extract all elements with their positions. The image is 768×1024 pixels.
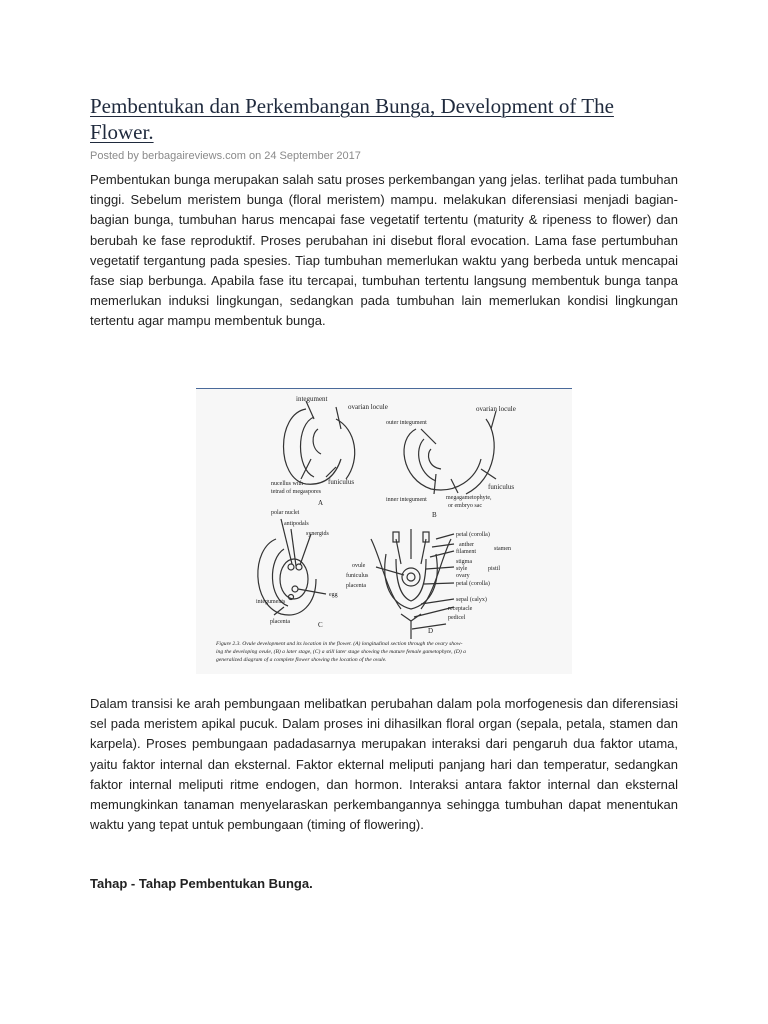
- label-nucellus: nucellus with: [271, 481, 304, 487]
- label-integument: integument: [296, 395, 328, 403]
- label-petal-corolla: petal (corolla): [456, 581, 490, 587]
- label-panel-a: A: [318, 499, 324, 507]
- label-ovarian-locule-a: ovarian locule: [348, 403, 388, 411]
- label-receptacle: receptacle: [448, 606, 473, 612]
- article-byline: Posted by berbagaireviews.com on 24 September 2017: [90, 150, 361, 162]
- label-outer-integument: outer integument: [386, 420, 427, 426]
- figure-caption-line: generalized diagram of a complete flower showing the location of the ovule.: [216, 657, 387, 663]
- article-paragraph: Pembentukan bunga merupakan salah satu proses perkembangan yang jelas. terlihat pada tumbuhan tinggi. Sebelum meristem bunga (floral meristem) mampu. melakukan diferensiasi menjadi bagian-bagian bunga, tumbuhan harus mencapai fase vegetatif tertentu (maturity & ripeness to flower) dan berubah ke fase reproduktif. Proses perubahan ini disebut floral evocation. Lama fase pertumbuhan vegetatif tergantung pada spesies. Tiap tumbuhan memerlukan waktu yang berbeda untuk mencapai fase siap berbunga. Apabila fase itu tercapai, tumbuhan tertentu langsung membentuk bunga tanpa memerlukan induksi lingkungan, sedangkan pada tumbuhan lain memerlukan kondisi lingkungan tertentu agar mampu membentuk bunga.: [90, 172, 678, 329]
- label-panel-c: C: [318, 621, 323, 629]
- label-panel-d: D: [428, 627, 434, 635]
- label-filament: filament: [456, 549, 476, 555]
- ovule-development-figure: [196, 388, 572, 674]
- article-title[interactable]: Pembentukan dan Perkembangan Bunga, Development of The Flower.: [90, 94, 614, 144]
- label-egg: egg: [329, 592, 338, 598]
- panel-a-drawing: [284, 401, 355, 484]
- label-pistil: pistil: [488, 566, 501, 572]
- label-sepal: sepal (calyx): [456, 597, 487, 603]
- label-inner-integument: inner integument: [386, 497, 427, 503]
- label-funiculus-b: funiculus: [488, 483, 515, 491]
- section-subheading: Tahap - Tahap Pembentukan Bunga.: [90, 876, 313, 891]
- label-polar-nuclei: polar nuclei: [271, 510, 300, 516]
- label-ovule: ovule: [352, 563, 366, 569]
- panel-d-drawing: [371, 529, 454, 639]
- label-nucellus-2: tetrad of megaspores: [271, 489, 321, 495]
- label-placenta-d: placenta: [346, 583, 366, 589]
- label-megagametophyte: megagametophyte,: [446, 495, 492, 501]
- figure-caption-line: ing the developing ovule, (B) a later stage, (C) a still later stage showing the mature female gametophyte, (D) a: [216, 649, 466, 655]
- label-panel-b: B: [432, 511, 437, 519]
- label-petal-corolla-top: petal (corolla): [456, 532, 490, 538]
- label-antipodals: antipodals: [284, 521, 309, 527]
- label-ovarian-locule-b: ovarian locule: [476, 405, 516, 413]
- label-synergids: synergids: [306, 531, 329, 537]
- label-stigma: stigma: [456, 559, 472, 565]
- label-style: style: [456, 566, 468, 572]
- label-funiculus-d: funiculus: [346, 573, 369, 579]
- label-stamen: stamen: [494, 546, 511, 552]
- label-placenta-c: placenta: [270, 619, 290, 625]
- label-pedicel: pedicel: [448, 615, 466, 621]
- label-integuments: integuments: [256, 599, 286, 605]
- label-embryo-sac: or embryo sac: [448, 503, 482, 509]
- label-ovary: ovary: [456, 573, 470, 579]
- label-anther: anther: [459, 542, 474, 548]
- figure-caption-line: Figure 2.3. Ovule development and its location in the flower. (A) longitudinal section through the ovary show-: [216, 641, 463, 647]
- article-paragraph: Dalam transisi ke arah pembungaan melibatkan perubahan dalam pola morfogenesis dan diferensiasi sel pada meristem apikal pucuk. Dalam proses ini dihasilkan floral organ (sepala, petala, stamen dan karpela). Proses pembungaan padadasarnya merupakan interaksi dari pengaruh dua faktor utama, yaitu faktor internal dan eksternal. Faktor ekternal meliputi panjang hari dan temperatur, sedangkan faktor internal meliputi ritme endogen, dan hormon. Interaksi antara faktor internal dan eksternal memungkinkan tanaman menyelaraskan perkembangannya sehingga tumbuhan dapat menentukan waktu yang tepat untuk pembungaan (timing of flowering).: [90, 696, 678, 833]
- label-funiculus-a: funiculus: [328, 478, 355, 486]
